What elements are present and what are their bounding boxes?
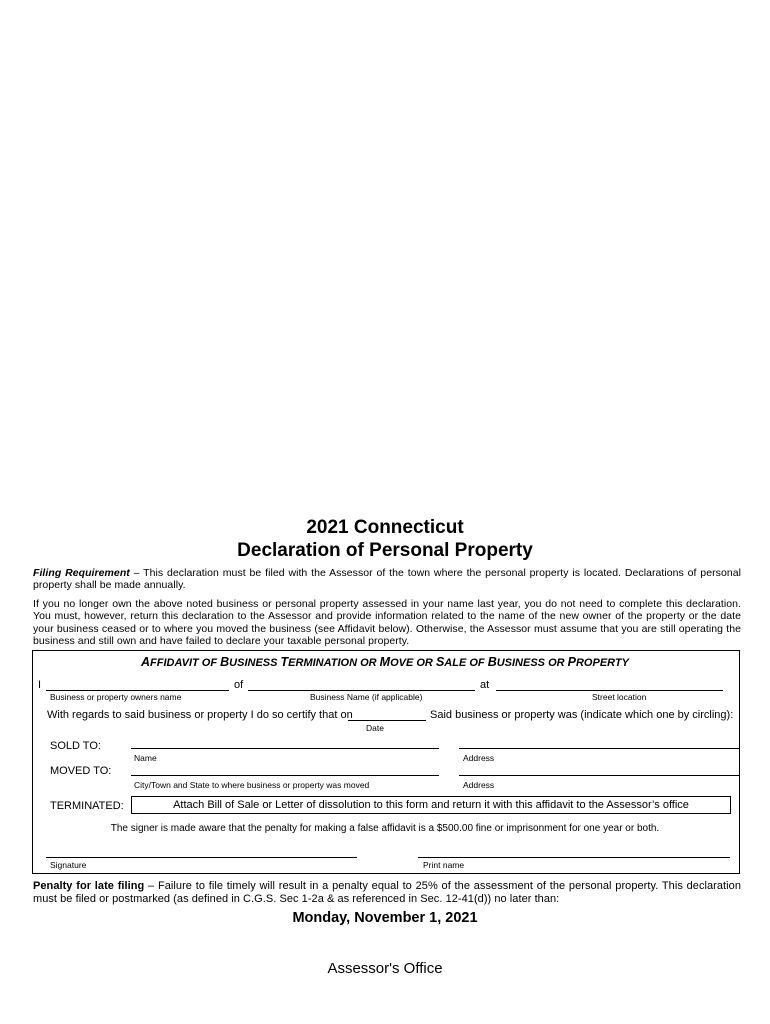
signature-line[interactable] — [46, 857, 357, 858]
of-label: of — [234, 679, 244, 691]
assessors-office: Assessor's Office — [327, 960, 443, 977]
sold-to-address-line[interactable] — [459, 748, 740, 749]
no-longer-own-paragraph: If you no longer own the above noted business or personal property assessed in your name last year, you do not need to complete this declaration. You must, however, return this declaration to the Assessor and provide information related to the name of the new owner of the property or the date your business ceased or to where you moved the business (see Affidavit below). Otherwise, the Assessor must assume that you are still operating the business and still own and have failed to declare your taxable personal property. — [33, 598, 741, 648]
sold-to-label[interactable]: SOLD TO: — [50, 740, 101, 752]
moved-to-label[interactable]: MOVED TO: — [50, 765, 112, 777]
name-caption: Name — [134, 753, 157, 763]
date-line[interactable] — [348, 720, 426, 721]
affidavit-title — [0, 655, 770, 669]
city-caption: City/Town and State to where business or property was moved — [134, 780, 370, 790]
filing-requirement-paragraph — [33, 567, 741, 592]
business-name-caption: Business Name (if applicable) — [310, 692, 423, 702]
moved-to-city-line[interactable] — [131, 775, 439, 776]
filing-deadline: Monday, November 1, 2021 — [292, 910, 478, 926]
affidavit-title-text: AFFIDAVIT OF BUSINESS TERMINATION OR MOVE OR SALE OF BUSINESS OR PROPERTY — [141, 655, 629, 669]
owner-name-line[interactable] — [46, 690, 229, 691]
sold-to-name-line[interactable] — [131, 748, 439, 749]
i-label: I — [38, 679, 42, 691]
moved-to-address-line[interactable] — [459, 775, 740, 776]
certify-text: With regards to said business or property I do so certify that on — [47, 709, 353, 721]
penalty-label: Penalty for late filing — [33, 880, 145, 892]
address-caption-2: Address — [463, 780, 495, 790]
document-title-line2: Declaration of Personal Property — [237, 540, 533, 561]
street-location-line[interactable] — [496, 690, 723, 691]
filing-requirement-text: – This declaration must be filed with the Assessor of the town where the personal property is located. Declarations of personal property shall be made annually. — [33, 567, 741, 592]
print-name-line[interactable] — [418, 857, 730, 858]
owner-name-caption: Business or property owners name — [50, 692, 182, 702]
penalty-text: – Failure to file timely will result in a penalty equal to 25% of the assessment of the personal property. This declaration must be filed or postmarked (as defined in C.G.S. Sec 1-2a & as referenced in Sec. 12-41(d)) no later than: — [33, 880, 741, 905]
signer-warning-text: The signer is made aware that the penalty for making a false affidavit is a $500.00 fine or imprisonment for one year or both. — [110, 823, 660, 834]
terminated-label[interactable]: TERMINATED: — [50, 800, 124, 812]
date-caption: Date — [366, 723, 384, 733]
filing-requirement-label: Filing Requirement — [33, 567, 130, 579]
signature-caption: Signature — [50, 860, 87, 870]
print-name-caption: Print name — [423, 860, 465, 870]
street-location-caption: Street location — [592, 692, 647, 702]
terminated-instruction-box: Attach Bill of Sale or Letter of dissolution to this form and return it with this affidavit to the Assessor’s office — [131, 796, 731, 814]
certify-text-2: Said business or property was (indicate which one by circling): — [430, 709, 734, 721]
address-caption-1: Address — [463, 753, 495, 763]
penalty-paragraph — [33, 880, 741, 906]
business-name-line[interactable] — [248, 690, 475, 691]
at-label: at — [480, 679, 490, 691]
document-title-line1: 2021 Connecticut — [306, 517, 464, 538]
